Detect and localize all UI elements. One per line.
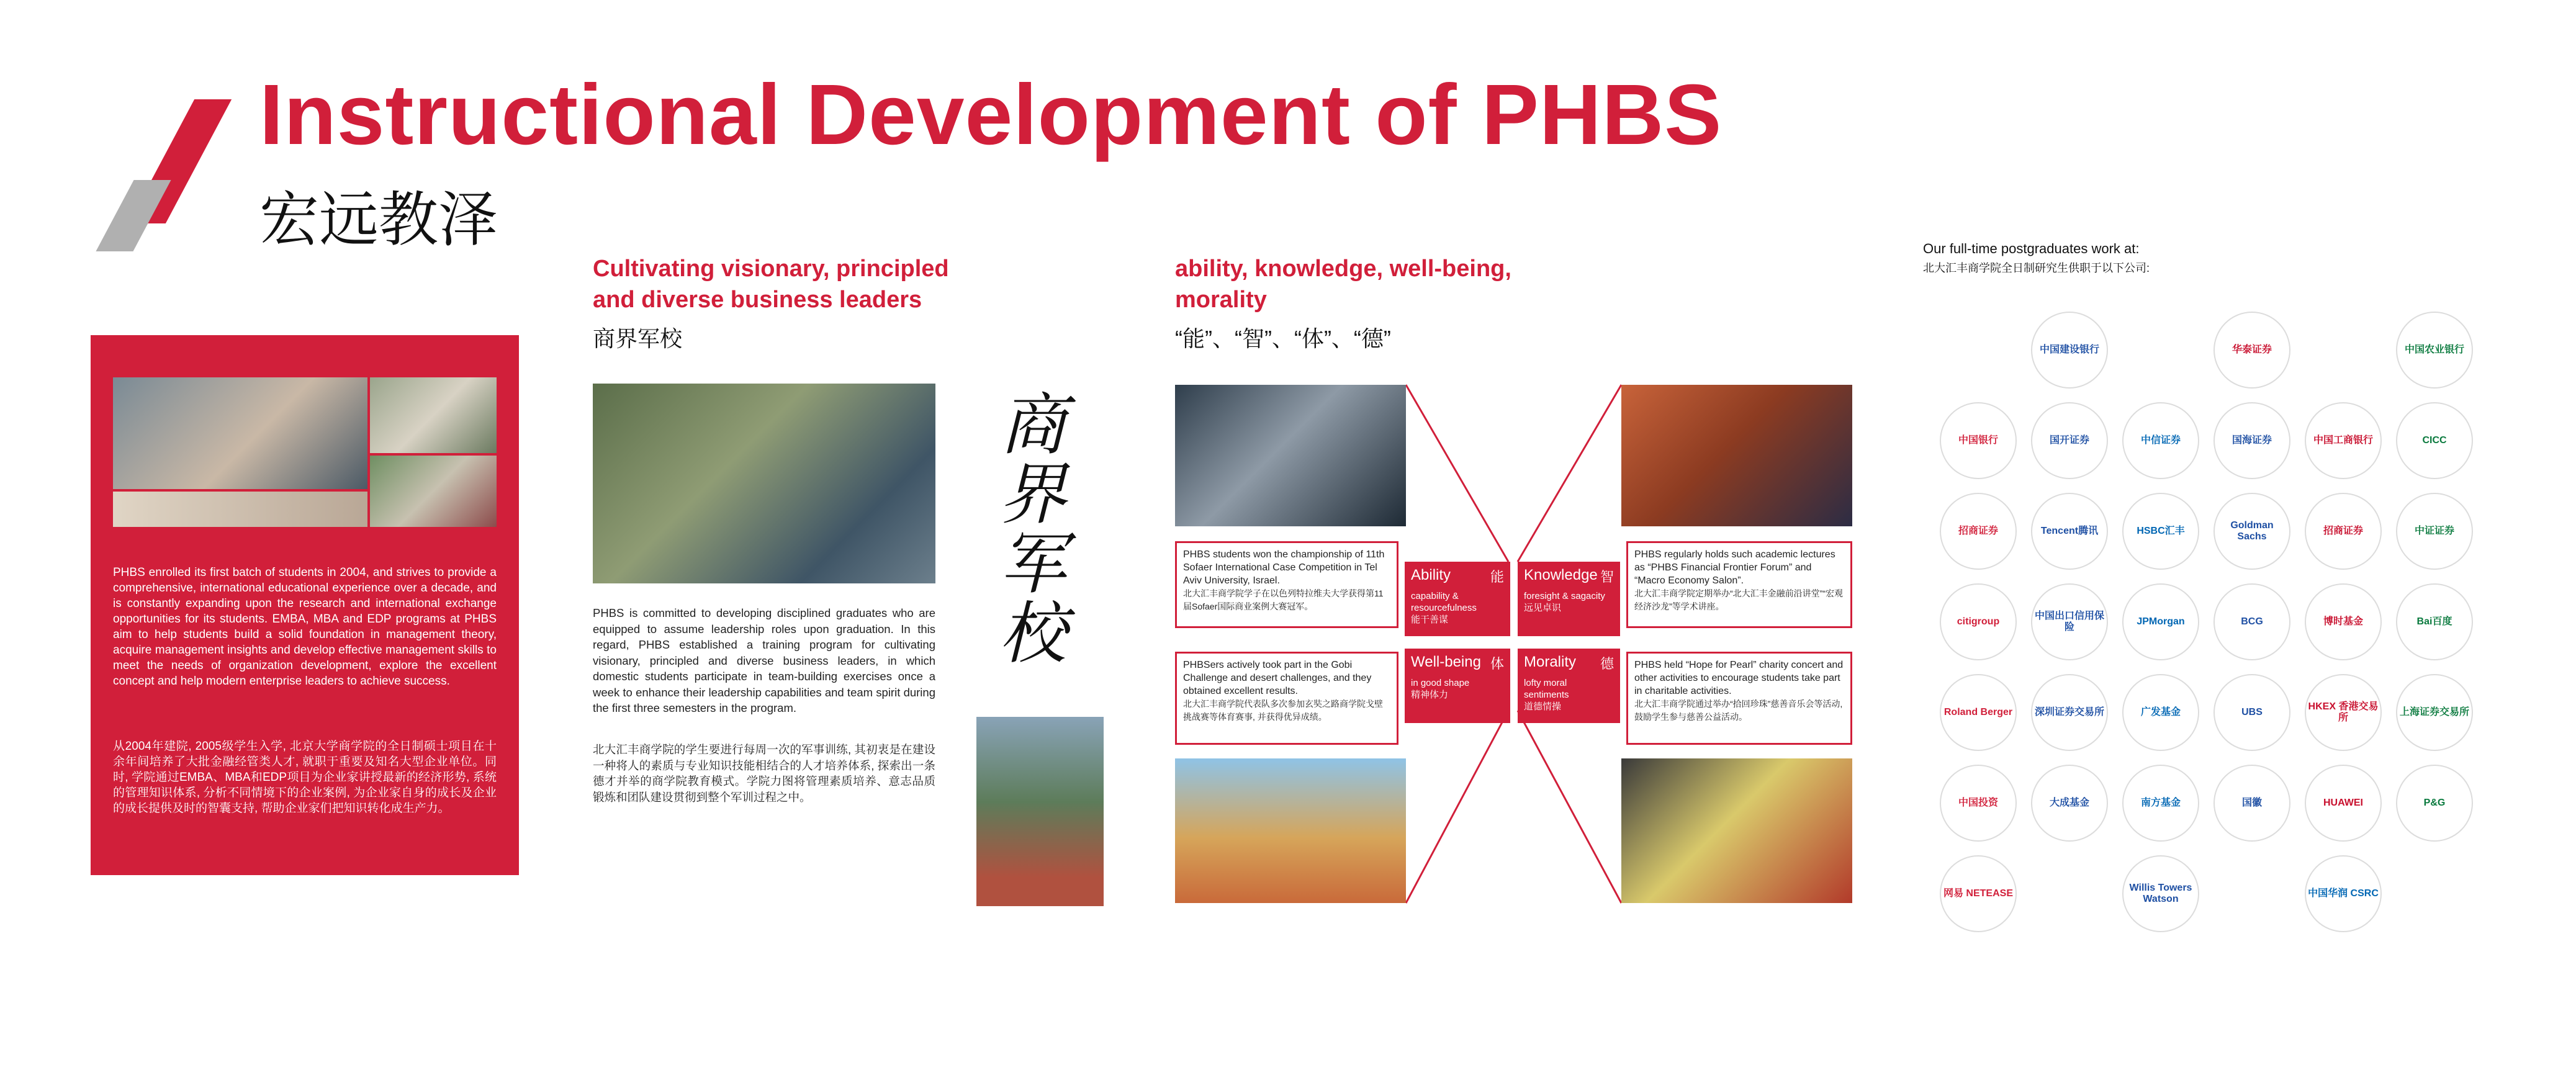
wellbeing-text-zh: 北大汇丰商学院代表队多次参加玄奘之路商学院戈壁挑战赛等体育赛事, 并获得优异成绩。 xyxy=(1183,699,1383,722)
employer-logo: 国徽 xyxy=(2213,765,2290,842)
military-heading: Cultivating visionary, principled and diverse business leaders xyxy=(593,256,949,313)
military-text-zh: 北大汇丰商学院的学生要进行每周一次的军事训练, 其初衷是在建设一种将人的素质与专业知识技能相结合的人才培养体系, 探索出一条德才并举的商学院教育模式。学院力图将管理素质培养、意志品质锻炼和团队建设贯彻到整个军训过程之中。 xyxy=(593,743,935,804)
knowledge-textbox xyxy=(1626,541,1852,628)
knowledge-text-zh: 北大汇丰商学院定期举办“北大汇丰金融前沿讲堂”“宏观经济沙龙”等学术讲座。 xyxy=(1634,588,1843,611)
intro-text-zh: 从2004年建院, 2005级学生入学, 北京大学商学院的全日制硕士项目在十余年间培养了大批金融经管类人才, 就职于重要及知名大型企业单位。同时, 学院通过EMBA、MBA和EDP项目为企业家讲授最新的经济形势, 系统的管理知识体系, 分析不同情境下的企业案例, 为企业家自身的成长及企业的成长提供及时的智囊支持, 帮助企业家们把知识转化成生产力。 xyxy=(113,740,497,815)
employer-logo: CICC xyxy=(2396,402,2473,479)
intro-text-en: PHBS enrolled its first batch of students in 2004, and strives to provide a comprehensive, international educational experience over a decade, and is constantly expanding upon the research and international exchange opportunities for its students. EMBA, MBA and EDP programs at PHBS aim to help students build a solid foundation in management theory, acquire management insights and develop effective management skills to meet the needs of organization development, explore the excellent concept and help modern enterprise leaders to achieve success. xyxy=(113,566,497,688)
military-text-en: PHBS is committed to developing disciplined graduates who are equipped to assume leadership roles upon graduation. In this regard, PHBS established a training program for cultivating visionary, principled and diverse business leaders, in which domestic students participate in team-building exercises once a week to enhance their leadership capabilities and team spirit during the first three semesters in the program. xyxy=(593,606,935,714)
ability-label-en: Ability xyxy=(1411,567,1451,583)
morality-label-zh: 德 xyxy=(1600,656,1614,672)
military-heading-zh: 商界军校 xyxy=(593,326,683,351)
employer-logo: Goldman Sachs xyxy=(2213,493,2290,570)
calligraphy: 商界军校 xyxy=(999,387,1067,673)
employer-logo: 中国工商银行 xyxy=(2305,402,2382,479)
knowledge-label-zh: 智 xyxy=(1600,569,1614,585)
morality-desc: lofty moral sentiments xyxy=(1524,678,1569,700)
employer-logo: BCG xyxy=(2213,583,2290,660)
abilities-heading: ability, knowledge, well-being, morality xyxy=(1175,256,1511,313)
employer-logo: 国海证券 xyxy=(2213,402,2290,479)
morality-label xyxy=(1518,649,1620,723)
employer-logo: citigroup xyxy=(1940,583,2017,660)
wellbeing-text: PHBSers actively took part in the Gobi Challenge and desert challenges, and they obtained excellent results. xyxy=(1183,660,1372,696)
ability-label xyxy=(1405,562,1510,636)
employer-logo: 上海证券交易所 xyxy=(2396,674,2473,751)
wellbeing-desc-zh: 精神体力 xyxy=(1411,690,1449,700)
employer-logo: JPMorgan xyxy=(2122,583,2199,660)
employer-logo: Tencent腾讯 xyxy=(2031,493,2108,570)
page-title: Instructional Development of PHBS xyxy=(259,67,1723,163)
employer-logo: 网易 NETEASE xyxy=(1940,855,2017,932)
employer-logo: HKEX 香港交易所 xyxy=(2305,674,2382,751)
employer-logo: 国开证券 xyxy=(2031,402,2108,479)
employer-logo: 广发基金 xyxy=(2122,674,2199,751)
photo-charity-concert xyxy=(1621,758,1852,903)
employer-logo: HSBC汇丰 xyxy=(2122,493,2199,570)
photo-gobi-challenge xyxy=(1175,758,1406,903)
employer-logo: 中国银行 xyxy=(1940,402,2017,479)
ability-text-zh: 北大汇丰商学院学子在以色列特拉维夫大学获得第11届Sofaer国际商业案例大赛冠军。 xyxy=(1183,588,1384,611)
employer-logo: 华泰证券 xyxy=(2213,312,2290,389)
abilities-heading-zh: “能”、“智”、“体”、“德” xyxy=(1175,326,1391,351)
employer-logo: 招商证券 xyxy=(2305,493,2382,570)
employer-logo: 博时基金 xyxy=(2305,583,2382,660)
morality-text: PHBS held “Hope for Pearl” charity concert and other activities to encourage students take part in charitable activities. xyxy=(1634,660,1844,696)
employer-logo: 南方基金 xyxy=(2122,765,2199,842)
employer-logo: 招商证券 xyxy=(1940,493,2017,570)
morality-label-en: Morality xyxy=(1524,654,1577,670)
employer-logo: UBS xyxy=(2213,674,2290,751)
employers-heading-zh: 北大汇丰商学院全日制研究生供职于以下公司: xyxy=(1923,262,2150,274)
ability-text: PHBS students won the championship of 11th Sofaer International Case Competition in Tel Aviv University, Israel. xyxy=(1183,549,1385,586)
wellbeing-label xyxy=(1405,649,1510,723)
page-subtitle: 宏远教泽 xyxy=(259,187,498,253)
wellbeing-label-en: Well-being xyxy=(1411,654,1481,670)
knowledge-label-en: Knowledge xyxy=(1524,567,1598,583)
morality-textbox xyxy=(1626,652,1852,745)
wellbeing-textbox xyxy=(1175,652,1398,745)
employer-logo: Bai百度 xyxy=(2396,583,2473,660)
employer-logo: 中国建设银行 xyxy=(2031,312,2108,389)
employer-logo: 大成基金 xyxy=(2031,765,2108,842)
ability-desc: capability & resourcefulness xyxy=(1411,591,1477,613)
photo-case-competition xyxy=(1175,385,1406,526)
morality-desc-zh: 道德情操 xyxy=(1524,701,1562,712)
ability-label-zh: 能 xyxy=(1490,569,1504,585)
employer-logo: HUAWEI xyxy=(2305,765,2382,842)
employer-logo: 深圳证券交易所 xyxy=(2031,674,2108,751)
ability-textbox xyxy=(1175,541,1398,628)
wellbeing-label-zh: 体 xyxy=(1490,656,1504,672)
employer-logo: 中证证券 xyxy=(2396,493,2473,570)
employer-logo: P&G xyxy=(2396,765,2473,842)
knowledge-label xyxy=(1518,562,1620,636)
employer-logo: 中国投资 xyxy=(1940,765,2017,842)
employer-logo: 中国出口信用保险 xyxy=(2031,583,2108,660)
employer-logo: 中国农业银行 xyxy=(2396,312,2473,389)
knowledge-text: PHBS regularly holds such academic lectures as “PHBS Financial Frontier Forum” and “Macro Economy Salon”. xyxy=(1634,549,1835,586)
employers-heading: Our full-time postgraduates work at: xyxy=(1923,241,2140,256)
photo-lecture xyxy=(1621,385,1852,526)
employer-logo: Willis Towers Watson xyxy=(2122,855,2199,932)
employer-logo: Roland Berger xyxy=(1940,674,2017,751)
knowledge-desc: foresight & sagacity xyxy=(1524,591,1605,601)
wellbeing-desc: in good shape xyxy=(1411,678,1470,688)
employer-logo: 中信证券 xyxy=(2122,402,2199,479)
knowledge-desc-zh: 远见卓识 xyxy=(1524,603,1562,613)
employer-logo: 中国华润 CSRC xyxy=(2305,855,2382,932)
morality-text-zh: 北大汇丰商学院通过举办“拾回珍珠”慈善音乐会等活动, 鼓励学生参与慈善公益活动。 xyxy=(1634,699,1843,722)
ability-desc-zh: 能干善谋 xyxy=(1411,614,1449,625)
